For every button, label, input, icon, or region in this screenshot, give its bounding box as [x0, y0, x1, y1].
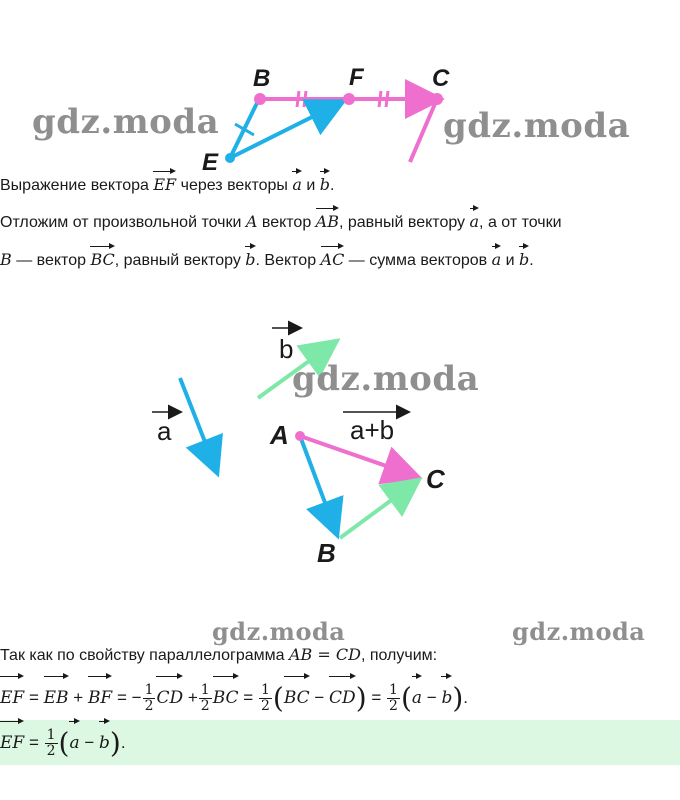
vector-b: b: [99, 725, 110, 761]
point-b: B: [0, 250, 12, 269]
point-e: [225, 153, 235, 163]
label-e: E: [202, 149, 219, 176]
label-b: B: [253, 65, 271, 92]
fraction: $\frac{1}{2}$: [260, 682, 270, 715]
vector-a: a: [491, 250, 502, 269]
watermark-1: gdz.moda: [32, 102, 220, 142]
label-a-vector: a: [157, 416, 172, 446]
label-f: F: [349, 64, 364, 91]
text: и: [501, 252, 519, 269]
point-a: A: [245, 212, 258, 231]
vector-eb: EB: [44, 680, 69, 716]
vector-ab: [300, 436, 336, 532]
op: −: [84, 733, 95, 752]
label-c-point: C: [426, 464, 445, 494]
label-b-vector: b: [279, 334, 294, 364]
vector-bc: BC: [90, 250, 115, 269]
label-a-point: A: [270, 420, 289, 450]
fraction: $\frac{1}{2}$: [46, 727, 56, 760]
text: .: [529, 252, 534, 269]
text: и: [301, 177, 320, 194]
op: =: [28, 733, 39, 752]
text: — сумма векторов: [344, 252, 492, 269]
watermark-5: gdz.moda: [512, 617, 646, 646]
vector-ab: AB: [315, 212, 339, 231]
text-line-2: [0, 212, 562, 233]
figure-parallelogram: [0, 0, 680, 180]
fraction: $\frac{1}{2}$: [144, 682, 154, 715]
label-c: C: [432, 65, 450, 92]
text-line-4: [0, 645, 437, 666]
op: +: [73, 688, 84, 707]
vector-a: a: [469, 212, 480, 231]
op: =: [371, 688, 382, 707]
text: , а от точки: [479, 214, 562, 231]
formula-2-answer: EF = $\frac{1}{2}$ (a − b).: [0, 726, 126, 760]
vector-a-free: [180, 378, 216, 470]
watermark-3: gdz.moda: [292, 359, 480, 399]
figure-vector-sum: [0, 300, 680, 620]
text: — вектор: [11, 252, 91, 269]
op: .: [463, 688, 468, 707]
vector-bc: BC: [284, 680, 310, 716]
text: .: [329, 177, 335, 194]
fraction: $\frac{1}{2}$: [200, 682, 210, 715]
side-cd: [410, 99, 437, 162]
label-sum-vector: a+b: [350, 415, 395, 445]
equation-ab-cd: AB = CD: [288, 645, 361, 664]
op: .: [120, 733, 126, 752]
vector-cd: CD: [329, 680, 356, 716]
point-a: [295, 431, 305, 441]
fraction: $\frac{1}{2}$: [389, 682, 398, 715]
point-b: [254, 93, 266, 105]
op: −: [314, 688, 325, 707]
vector-cd: CD: [156, 680, 183, 716]
text: Выражение вектора: [0, 177, 154, 194]
text: вектор: [257, 214, 316, 231]
vector-b: b: [518, 250, 530, 269]
op: =: [28, 688, 39, 707]
op: = −: [116, 688, 142, 707]
vector-bc: BC: [213, 680, 239, 716]
text: Так как по свойству параллелограмма: [0, 647, 289, 664]
vector-a: a: [292, 175, 302, 194]
vector-b: b: [441, 680, 452, 716]
text: , получим:: [360, 647, 438, 664]
text: . Вектор: [255, 252, 321, 269]
text: , равный вектору: [114, 252, 246, 269]
vector-b: b: [319, 175, 330, 194]
label-b-point: B: [317, 538, 336, 568]
vector-ef: EF: [153, 175, 177, 194]
vector-ac: AC: [320, 250, 345, 269]
point-f: [343, 93, 355, 105]
op: −: [426, 688, 437, 707]
vector-b: b: [245, 250, 256, 269]
watermark-4: gdz.moda: [212, 617, 346, 646]
op: +: [187, 688, 198, 707]
vector-a: a: [412, 680, 422, 716]
watermark-2: gdz.moda: [443, 106, 631, 146]
formula-1: EF = EB + BF = − $\frac{1}{2}$ CD + $\frac{1}{2}$ BC = $\frac{1}{2}$ (BC − CD) = $\frac{1}{2}$ (a − b).: [0, 681, 468, 715]
vector-a: a: [69, 725, 79, 761]
vector-ef: EF: [0, 725, 24, 761]
vector-ef: EF: [0, 680, 24, 716]
op: =: [243, 688, 254, 707]
text-line-3: [0, 250, 534, 271]
vector-bf: BF: [88, 680, 112, 716]
vector-bc: [340, 482, 416, 538]
text-line-1: [0, 175, 334, 196]
text: , равный вектору: [338, 214, 470, 231]
point-c: [431, 93, 443, 105]
text: через векторы: [176, 177, 293, 194]
text: Отложим от произвольной точки: [0, 214, 246, 231]
